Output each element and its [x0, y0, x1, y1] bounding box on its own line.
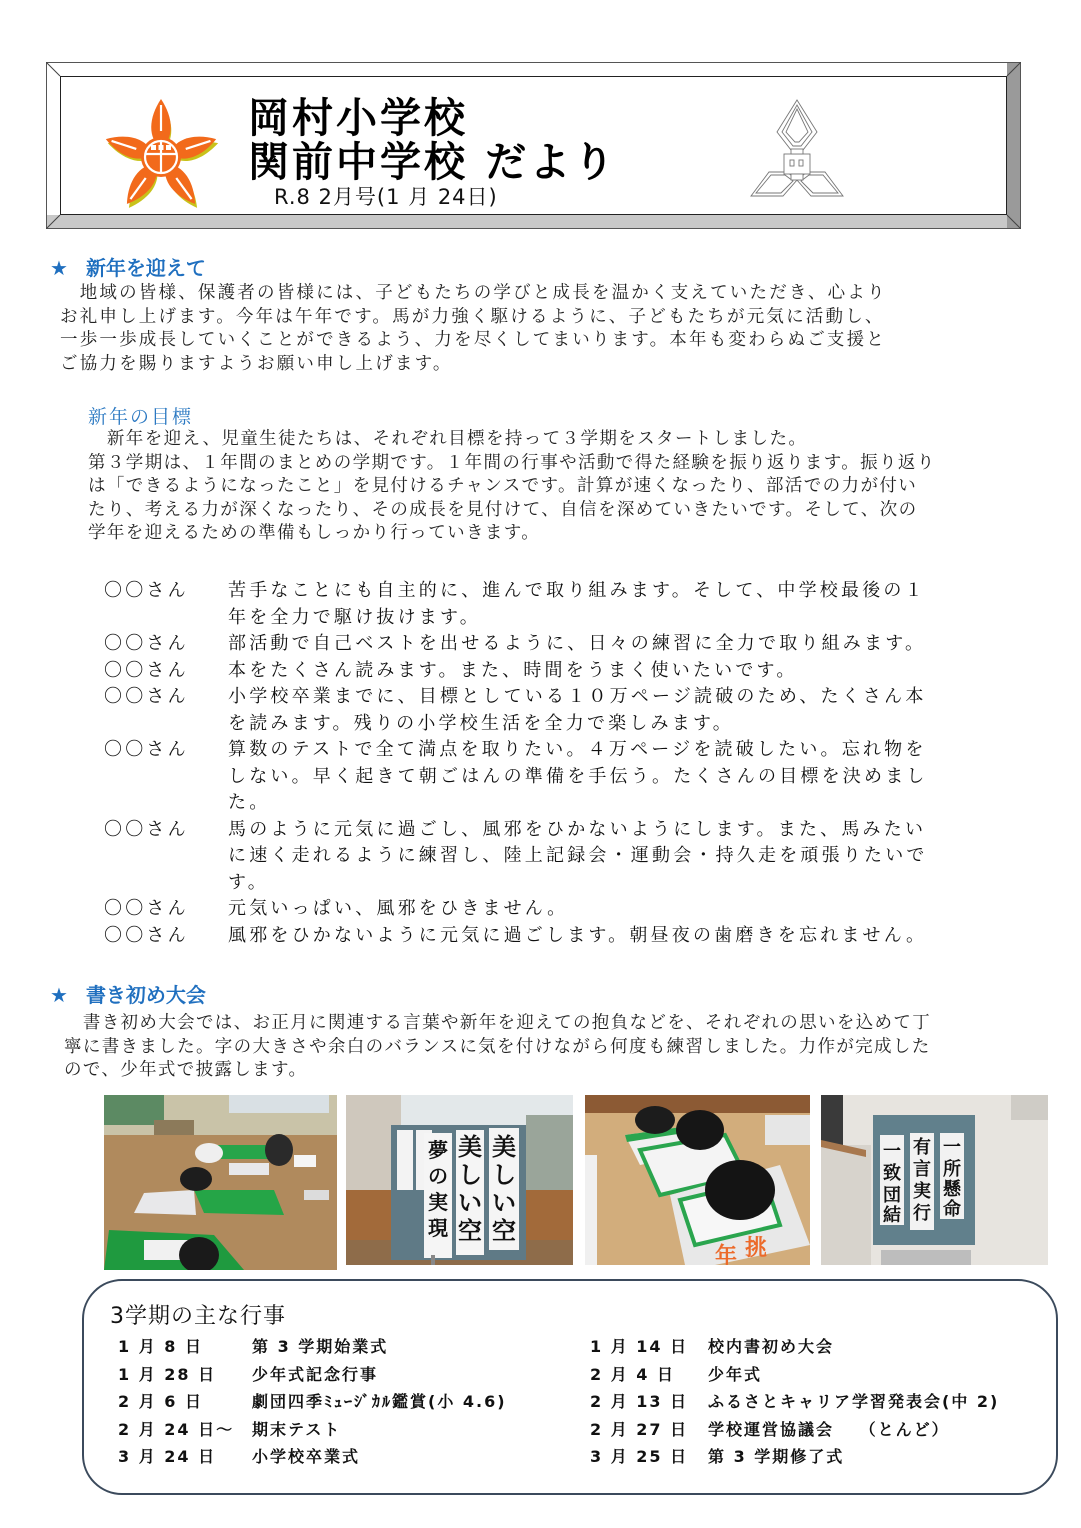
svg-text:現: 現: [428, 1216, 448, 1240]
term-events-box: [82, 1279, 1058, 1495]
svg-text:の: の: [428, 1164, 448, 1188]
header-bevel-bottom: [46, 215, 1021, 229]
goal-item: [104, 658, 1054, 685]
event-row: [590, 1361, 999, 1389]
event-name: 劇団四季ﾐｭｰｼﾞｶﾙ鑑賞(小 4.6): [252, 1392, 507, 1411]
svg-text:実: 実: [428, 1190, 448, 1214]
paragraph-line: 学年を迎えるための準備もしっかり行っていきます。: [88, 523, 541, 543]
student-name: 〇〇さん: [104, 686, 189, 707]
event-row: [590, 1388, 999, 1416]
goal-line: 部活動で自己ベストを出せるように、日々の練習に全力で取り組みます。: [228, 633, 927, 654]
photo-elementary-calligraphy: [104, 1095, 337, 1270]
goal-item: [104, 737, 1054, 817]
goal-line: 風邪をひかないように元気に過ごします。朝昼夜の歯磨きを忘れません。: [228, 924, 928, 946]
svg-text:い: い: [458, 1188, 482, 1217]
goal-item: [104, 896, 1054, 923]
goal-line: に速く走れるように練習し、陸上記録会・運動会・持久走を頑張りたいで: [228, 845, 928, 866]
goal-line: しない。早く起きて朝ごはんの準備を手伝う。たくさんの目標を決めまし: [228, 765, 928, 787]
goal-line: 苦手なことにも自主的に、進んで取り組みます。そして、中学校最後の１: [228, 580, 926, 601]
goal-text: [228, 737, 1054, 817]
paragraph-line: は「できるようになったこと」を見付けるチャンスです。計算が速くなったり、部活での力が付い: [88, 476, 918, 496]
event-name: 学校運営協議会 （とんど）: [708, 1419, 950, 1439]
student-name: 〇〇さん: [104, 580, 189, 601]
svg-text:挑: 挑: [745, 1236, 768, 1261]
events-title: 3学期の主な行事: [110, 1304, 286, 1329]
paragraph-line: 新年を迎え、児童生徒たちは、それぞれ目標を持って３学期をスタートしました。: [88, 429, 808, 449]
student-name: 〇〇さん: [104, 898, 189, 919]
goal-item: [104, 817, 1054, 897]
event-name: 第 3 学期修了式: [708, 1447, 845, 1466]
paragraph-line: たり、考える力が深くなったり、その成長を見付けて、自信を深めていきたいです。そして、次の: [88, 499, 918, 520]
events-column-right: [590, 1333, 999, 1471]
paragraph-line: ご協力を賜りますようお願い申し上げます。: [60, 353, 453, 374]
goal-line: 本をたくさん読みます。また、時間をうまく使いたいです。: [228, 659, 798, 681]
goal-line: 馬のように元気に過ごし、風邪をひかないようにします。また、馬みたい: [228, 818, 927, 840]
event-row: [118, 1333, 507, 1361]
section-heading-label: 新年を迎えて: [85, 256, 206, 280]
svg-text:実: 実: [913, 1181, 931, 1202]
event-date: 2 月 6 日: [118, 1392, 203, 1411]
svg-text:年: 年: [715, 1244, 738, 1265]
event-name: ふるさとキャリア学習発表会(中 2): [708, 1392, 1000, 1411]
event-row: [118, 1416, 507, 1444]
event-row: [118, 1361, 507, 1389]
svg-text:結: 結: [883, 1205, 901, 1226]
svg-text:一: 一: [943, 1137, 961, 1158]
star-icon: ★: [50, 256, 68, 280]
event-name: 校内書初め大会: [708, 1337, 835, 1356]
goal-text: [228, 896, 1054, 923]
star-icon: ★: [50, 983, 68, 1007]
svg-text:言: 言: [913, 1159, 931, 1180]
new-year-greeting: [60, 282, 887, 376]
goal-line: 年を全力で駆け抜けます。: [228, 606, 481, 628]
svg-text:致: 致: [883, 1163, 901, 1184]
event-date: 1 月 8 日: [118, 1337, 203, 1356]
event-date: 3 月 25 日: [590, 1447, 689, 1466]
event-row: [590, 1443, 999, 1471]
event-date: 2 月 13 日: [590, 1392, 689, 1411]
goal-line: す。: [228, 871, 269, 893]
paragraph-line: 書き初め大会では、お正月に関連する言葉や新年を迎えての抱負などを、それぞれの思いを込めて丁: [64, 1013, 932, 1033]
svg-text:団: 団: [883, 1185, 901, 1206]
svg-text:行: 行: [913, 1203, 931, 1224]
newsletter-header: [46, 62, 1021, 229]
svg-text:美: 美: [458, 1132, 482, 1161]
svg-text:命: 命: [943, 1199, 961, 1220]
goal-line: 算数のテストで全て満点を取りたい。４万ページを読破したい。忘れ物を: [228, 739, 927, 760]
header-panel: [60, 76, 1007, 215]
paragraph-line: お礼申し上げます。今年は午年です。馬が力強く駆けるように、子どもたちが元気に活動し、: [60, 306, 885, 327]
issue-date: R.8 2月号(1 月 24日): [274, 185, 498, 209]
svg-text:美: 美: [492, 1132, 516, 1161]
student-name: 〇〇さん: [104, 818, 189, 840]
student-name: 〇〇さん: [104, 633, 189, 654]
goal-line: 小学校卒業までに、目標としている１０万ページ読破のため、たくさん本: [228, 686, 927, 707]
student-goals-list: [104, 578, 1054, 949]
section-heading-new-year: [50, 255, 206, 281]
goal-line: を読みます。残りの小学校生活を全力で楽しみます。: [228, 712, 734, 734]
section-heading-calligraphy: [50, 982, 206, 1008]
event-date: 3 月 24 日: [118, 1447, 217, 1466]
event-row: [118, 1388, 507, 1416]
goal-item: [104, 631, 1054, 658]
event-name: 少年式: [708, 1364, 763, 1384]
student-name: 〇〇さん: [104, 924, 189, 946]
svg-text:有: 有: [913, 1137, 931, 1158]
svg-text:一: 一: [883, 1141, 901, 1162]
event-row: [590, 1416, 999, 1444]
goal-item: [104, 578, 1054, 631]
svg-text:空: 空: [492, 1216, 516, 1245]
event-date: 2 月 24 日～: [118, 1419, 235, 1439]
calligraphy-description: [64, 1012, 931, 1083]
photo-junior-high-calligraphy: [585, 1095, 810, 1265]
sub-heading-new-year-goals: 新年の目標: [88, 406, 194, 428]
goal-text: [228, 923, 1054, 950]
school-emblem-flower-icon: [99, 95, 223, 215]
goal-line: 元気いっぱい、風邪をひきません。: [228, 898, 569, 919]
svg-text:夢: 夢: [428, 1138, 448, 1162]
goal-text: [228, 578, 1054, 631]
svg-text:懸: 懸: [943, 1179, 961, 1200]
header-bevel-right: [1007, 62, 1021, 229]
school-emblem-trefoil-icon: [747, 94, 847, 204]
paragraph-line: ので、少年式で披露します。: [64, 1060, 308, 1080]
goal-text: [228, 684, 1054, 737]
photo-calligraphy-wall-display: [821, 1095, 1048, 1265]
goal-text: [228, 817, 1054, 897]
goal-line: た。: [228, 792, 271, 813]
event-name: 少年式記念行事: [252, 1364, 379, 1384]
goal-item: [104, 923, 1054, 950]
svg-text:所: 所: [943, 1159, 961, 1180]
goal-text: [228, 631, 1054, 658]
event-row: [118, 1443, 507, 1471]
goal-text: [228, 658, 1054, 685]
paragraph-line: 地域の皆様、保護者の皆様には、子どもたちの学びと成長を温かく支えていただき、心より: [60, 283, 887, 303]
school-name-okamura: 岡村小学校: [248, 94, 468, 142]
event-date: 1 月 28 日: [118, 1364, 217, 1384]
svg-text:し: し: [458, 1160, 482, 1189]
svg-text:空: 空: [458, 1216, 482, 1245]
student-name: 〇〇さん: [104, 659, 189, 681]
svg-text:い: い: [492, 1188, 516, 1217]
event-date: 2 月 4 日: [590, 1364, 675, 1384]
event-name: 期末テスト: [252, 1419, 342, 1439]
event-name: 第 3 学期始業式: [252, 1337, 389, 1356]
event-row: [590, 1333, 999, 1361]
photo-calligraphy-display-board: [346, 1095, 573, 1265]
event-date: 1 月 14 日: [590, 1337, 689, 1356]
event-date: 2 月 27 日: [590, 1419, 689, 1439]
paragraph-line: 一歩一歩成長していくことができるよう、力を尽くしてまいります。本年も変わらぬご支援と: [60, 330, 886, 350]
goals-intro: [88, 428, 936, 546]
paragraph-line: 第３学期は、１年間のまとめの学期です。１年間の行事や活動で得た経験を振り返ります。振り返り: [88, 452, 936, 473]
events-column-left: [118, 1333, 507, 1471]
section-heading-label: 書き初め大会: [85, 983, 206, 1007]
student-name: 〇〇さん: [104, 739, 189, 760]
paragraph-line: 寧に書きました。字の大きさや余白のバランスに気を付けながら何度も練習しました。力作が完成した: [64, 1036, 931, 1057]
event-name: 小学校卒業式: [252, 1447, 361, 1466]
svg-text:し: し: [492, 1160, 516, 1189]
goal-item: [104, 684, 1054, 737]
school-name-sekizen-dayori: 関前中学校 だより: [248, 138, 618, 186]
